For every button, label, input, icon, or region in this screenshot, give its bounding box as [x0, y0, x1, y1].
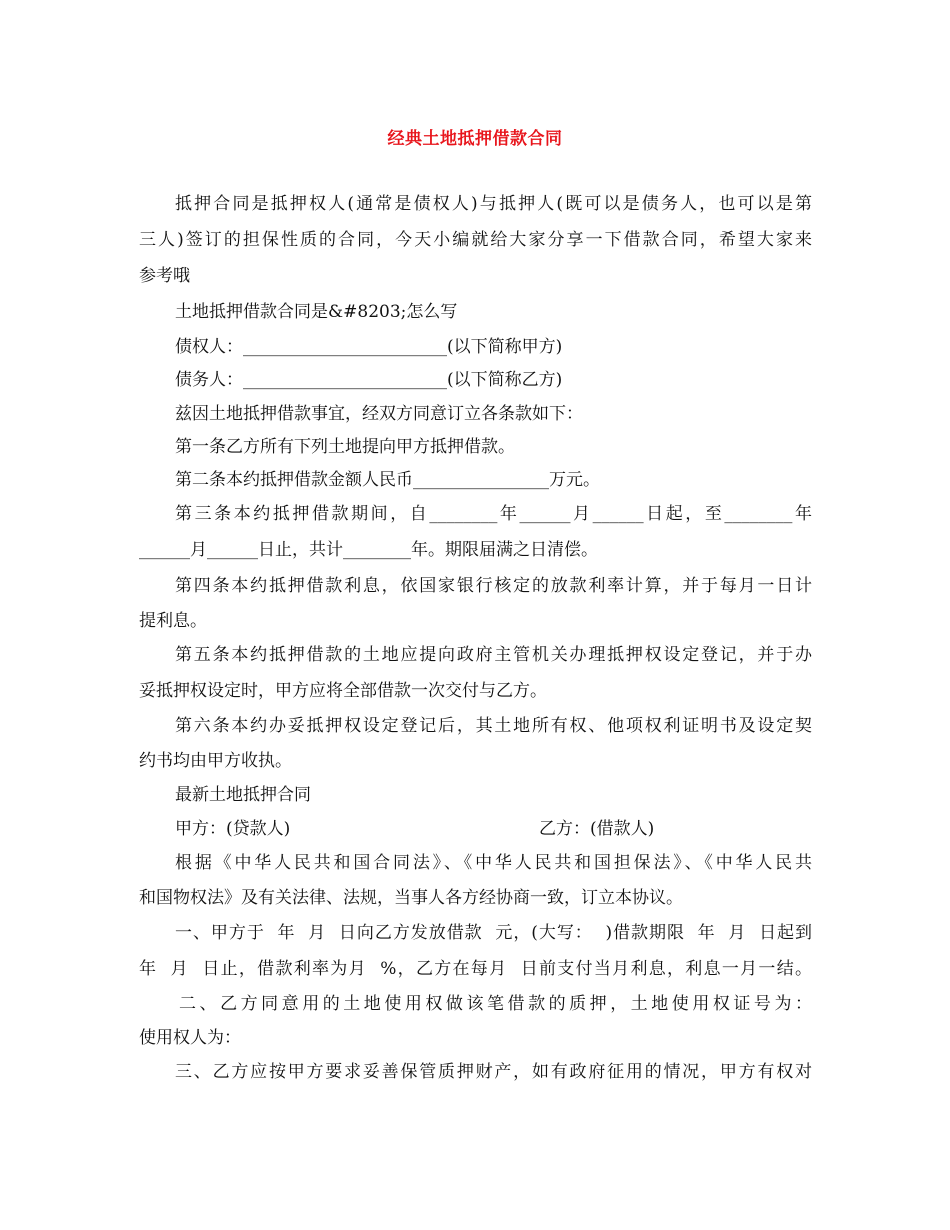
- paragraph-line: 和国物权法》及有关法律、法规，当事人各方经协商一致，订立本协议。: [139, 888, 683, 908]
- paragraph-line: 土地抵押借款合同是&#8203;怎么写: [175, 302, 458, 322]
- paragraph-line: 参考哦: [139, 266, 190, 286]
- article-line: ______月______日止，共计________年。期限届满之日清偿。: [139, 540, 598, 560]
- paragraph-line: 兹因土地抵押借款事宜，经双方同意订立各条款如下：: [175, 404, 583, 424]
- article-line: 第二条本约抵押借款金额人民币________________万元。: [175, 470, 600, 490]
- debtor-line: [175, 369, 562, 391]
- paragraph-line: 根据《中华人民共和国合同法》、《中华人民共和国担保法》、《中华人民共: [175, 853, 812, 873]
- creditor-line: [175, 336, 562, 358]
- party-a-label: 甲方：(贷款人): [175, 819, 291, 839]
- article-line: 第六条本约办妥抵押权设定登记后，其土地所有权、他项权利证明书及设定契: [175, 716, 812, 736]
- creditor-blank: ________________________: [243, 337, 447, 357]
- subsection-title: 最新土地抵押合同: [175, 785, 311, 805]
- article-line: 约书均由甲方收执。: [139, 751, 292, 771]
- article-line: 第三条本约抵押借款期间，自________年______月______日起，至________年: [175, 504, 812, 524]
- debtor-label: 债务人：: [175, 370, 243, 390]
- article-line: 提利息。: [139, 611, 207, 631]
- article-line: 妥抵押权设定时，甲方应将全部借款一次交付与乙方。: [139, 681, 547, 701]
- debtor-suffix: (以下简称乙方): [447, 370, 563, 390]
- clause-line: 三、乙方应按甲方要求妥善保管质押财产，如有政府征用的情况，甲方有权对: [175, 1062, 812, 1082]
- clause-line: 使用权人为：: [139, 1028, 241, 1048]
- paragraph-line: 抵押合同是抵押权人(通常是债权人)与抵押人(既可以是债务人，也可以是第: [175, 194, 812, 214]
- party-b-label: 乙方：(借款人): [539, 819, 655, 839]
- article-line: 第一条乙方所有下列土地提向甲方抵押借款。: [175, 437, 515, 457]
- paragraph-line: 三人)签订的担保性质的合同，今天小编就给大家分享一下借款合同，希望大家来: [139, 230, 812, 250]
- document-title: 经典土地抵押借款合同: [387, 129, 563, 149]
- creditor-label: 债权人：: [175, 337, 243, 357]
- article-line: 第五条本约抵押借款的土地应提向政府主管机关办理抵押权设定登记，并于办: [175, 645, 812, 665]
- article-line: 第四条本约抵押借款利息，依国家银行核定的放款利率计算，并于每月一日计: [175, 576, 812, 596]
- clause-line: 二、乙方同意用的土地使用权做该笔借款的质押，土地使用权证号为：: [179, 994, 812, 1014]
- debtor-blank: ________________________: [243, 370, 447, 390]
- clause-line: 一、甲方于 年 月 日向乙方发放借款 元，(大写： )借款期限 年 月 日起到: [175, 923, 812, 943]
- creditor-suffix: (以下简称甲方): [447, 337, 563, 357]
- clause-line: 年 月 日止，借款利率为月 %，乙方在每月 日前支付当月利息，利息一月一结。: [139, 959, 812, 979]
